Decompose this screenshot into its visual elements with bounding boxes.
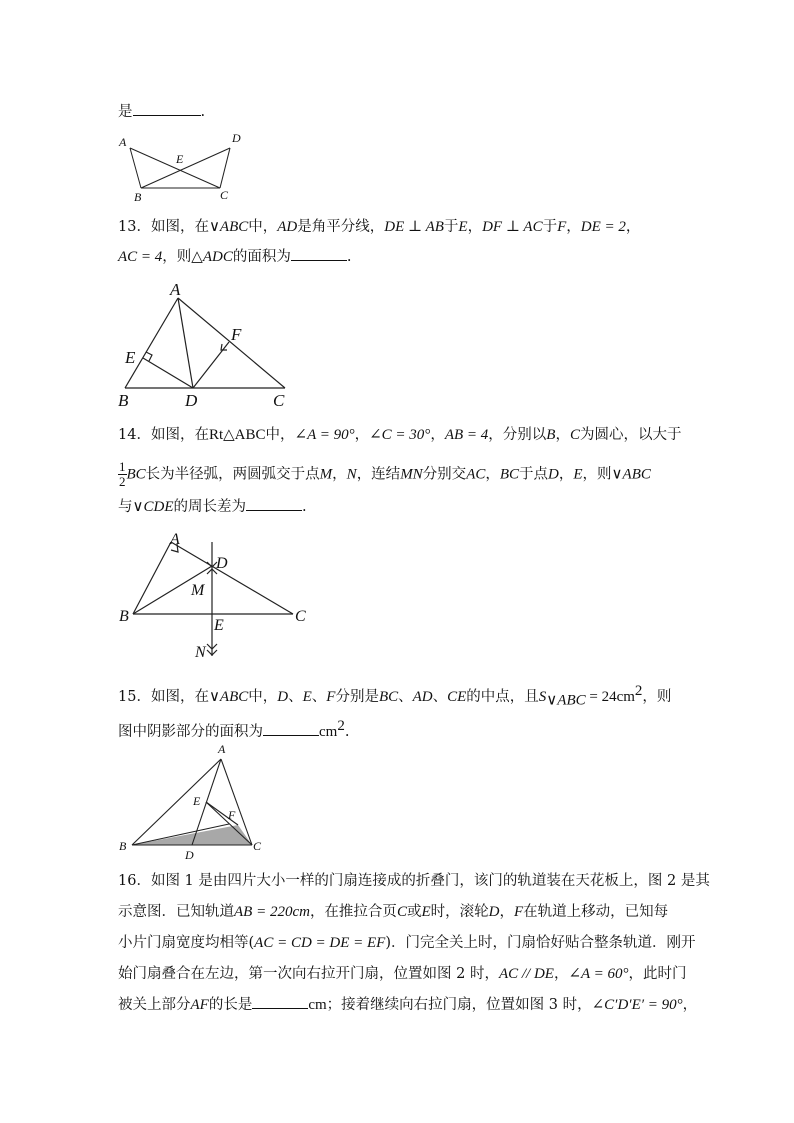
label-C: C [273,391,285,410]
q16-line-1: 16．如图 1 是由四片大小一样的门扇连接成的折叠门，该门的轨道装在天花板上，图 2 是其 [118,873,710,889]
label-F: F [231,325,242,344]
label-D: D [232,131,241,145]
q15-line-1: 15．如图，在∨ABC中，D、E、F分别是BC、AD、CE的中点，且$S_{\vee ABC} = 24cm^2$，则 [118,683,672,709]
label-C: C [253,839,262,853]
label-B: B [119,608,129,625]
q14-figure [115,530,325,660]
label-F: F [228,808,236,822]
answer-blank [263,723,319,736]
label-E: E [214,617,224,634]
answer-blank [252,996,308,1009]
q16-line-2: 示意图．已知轨道AB = 220cm，在推拉合页C或E时，滚轮D，F在轨道上移动，已知每 [118,904,669,920]
label-A: A [170,280,181,299]
q12-answer-line: 是 . [118,104,206,120]
label-N: N [195,644,206,661]
q16-line-4: 始门扇叠合在左边，第一次向右拉开门扇，位置如图 2 时，AC // DE，∠A = 60°，此时门 [118,966,687,982]
label-C: C [220,188,229,202]
label-A: A [218,742,226,756]
answer-blank [291,248,347,261]
label-C: C [295,608,306,625]
label-B: B [134,190,142,204]
label-D: D [185,391,198,410]
label-M: M [191,582,205,599]
q13-line-1: 13．如图，在∨ABC中，AD是角平分线，DE ⊥ AB于E，DF ⊥ AC于F，DE = 2， [118,219,641,235]
q15-figure [115,738,275,863]
label-A: A [170,531,180,548]
q14-line-1: 14．如图，在Rt△ABC中，∠A = 90°，∠C = 30°，AB = 4，分别以B，C为圆心，以大于 [118,427,682,443]
q13-figure [115,280,295,410]
q16-line-5: 被关上部分AF的长是 cm；接着继续向右拉门扇，位置如图 3 时，∠C′D′E′ = 90°， [118,997,698,1013]
q16-line-3: 小片门扇宽度均相等(AC = CD = DE = EF)．门完全关上时，门扇恰好贴合整条轨道．刚开 [118,935,696,951]
q14-line-2: $\frac{1}{2}$ BC长为半径弧，两圆弧交于点M，N，连结MN分别交AC，BC于点D，E，则∨ABC [119,459,651,489]
label-B: B [119,839,127,853]
q14-line-3: 与∨CDE的周长差为 . [118,499,307,515]
label-A: A [119,135,127,149]
label-B: B [118,391,129,410]
label-E: E [125,348,136,367]
label-E: E [193,794,201,808]
label-D: D [216,555,228,572]
fraction-one-half: $\frac{1}{2}$ [119,459,126,489]
label-E: E [176,152,184,166]
label-D: D [185,848,194,862]
q15-line-2: 图中阴影部分的面积为 $cm^2$. [118,718,350,740]
q12-figure [116,130,246,205]
q13-line-2: AC = 4，则△ADC的面积为 . [118,249,352,265]
answer-blank [246,498,302,511]
answer-blank [133,103,201,116]
